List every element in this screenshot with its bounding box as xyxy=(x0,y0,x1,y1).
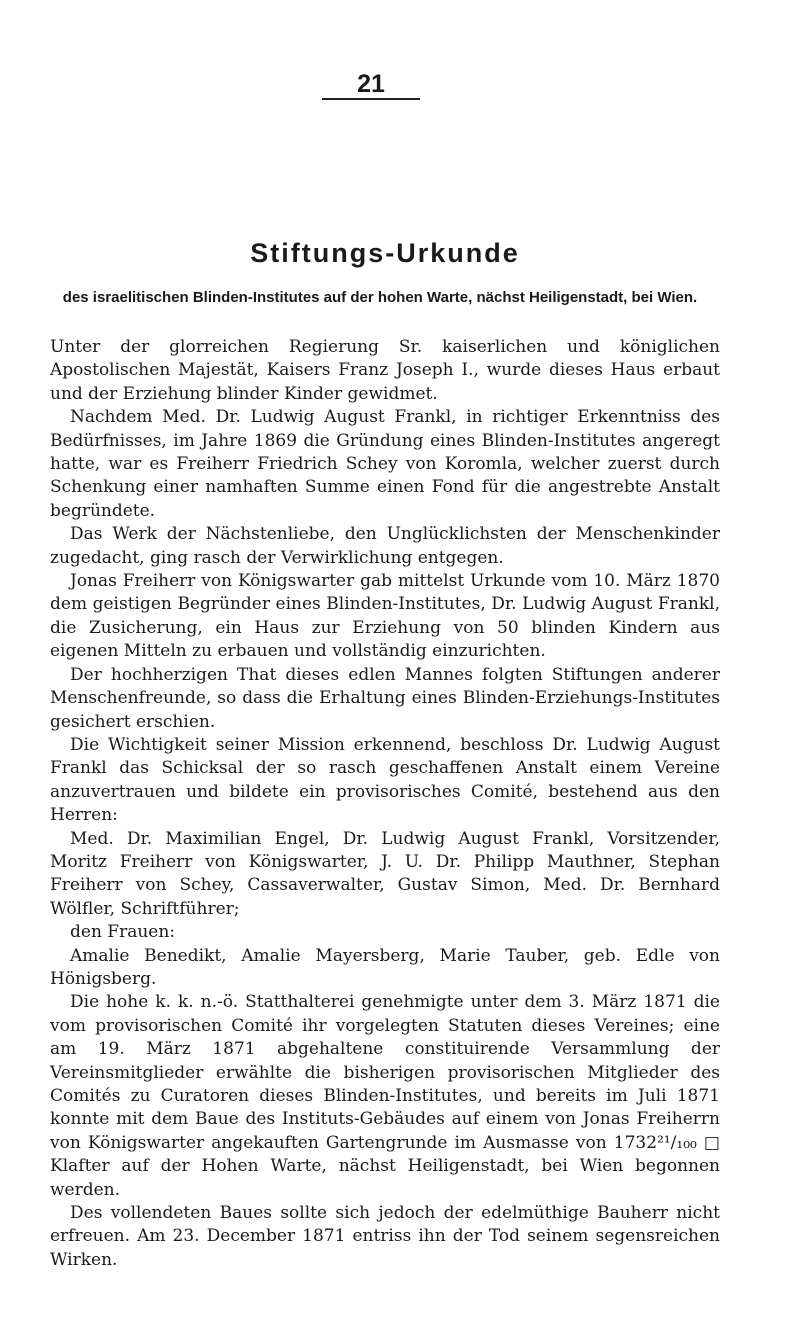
paragraph: Der hochherzigen That dieses edlen Mannes folgten Stiftungen anderer Menschenfreunde, so dass die Erhaltung eines Blinden-Erziehungs-Institutes gesichert erschien. xyxy=(50,664,720,732)
page-number-rule xyxy=(322,98,420,100)
paragraph-committee-men: Med. Dr. Maximilian Engel, Dr. Ludwig August Frankl, Vorsitzender, Moritz Freiherr von Königswarter, J. U. Dr. Philipp Mauthner, Stephan Freiherr von Schey, Cassaverwalter, Gustav Simon, Med. Dr. Bernhard Wölfler, Schriftführer; xyxy=(50,828,720,919)
paragraph: Jonas Freiherr von Königswarter gab mittelst Urkunde vom 10. März 1870 dem geistigen Begründer eines Blinden-Institutes, Dr. Ludwig August Frankl, die Zusicherung, ein Haus zur Erziehung von 50 blinden Kindern aus eigenen Mitteln zu erbauen und vollständig einzurichten. xyxy=(50,571,720,662)
paragraph-committee-women: Amalie Benedikt, Amalie Mayersberg, Marie Tauber, geb. Edle von Hönigsberg. xyxy=(50,945,720,989)
document-title: Stiftungs-Urkunde xyxy=(250,238,520,268)
paragraph: Das Werk der Nächstenliebe, den Unglücklichsten der Menschenkinder zugedacht, ging rasch der Verwirklichung entgegen. xyxy=(50,524,720,568)
paragraph: Die Wichtigkeit seiner Mission erkennend, beschloss Dr. Ludwig August Frankl das Schicksal der so rasch geschaffenen Anstalt einem Vereine anzuvertrauen und bildete ein provisorisches Comité, bestehend aus den Herren: xyxy=(50,734,720,826)
paragraph: Nachdem Med. Dr. Ludwig August Frankl, in richtiger Erkenntniss des Bedürfnisses, im Jahre 1869 die Gründung eines Blinden-Institutes angeregt hatte, war es Freiherr Friedrich Schey von Koromla, welcher zuerst durch Schenkung einer namhaften Summe einen Fond für die angestrebte Anstalt begründete. xyxy=(50,407,720,521)
paragraph: Des vollendeten Baues sollte sich jedoch der edelmüthige Bauherr nicht erfreuen. Am 23. December 1871 entriss ihn der Tod seinem segensreichen Wirken. xyxy=(50,1203,720,1270)
document-subtitle: des israelitischen Blinden-Institutes auf der hohen Warte, nächst Heiligenstadt, bei Wien. xyxy=(62,289,698,306)
paragraph-intro: Unter der glorreichen Regierung Sr. kaiserlichen und königlichen Apostolischen Majestät, Kaisers Franz Joseph I., wurde dieses Haus erbaut und der Erziehung blinder Kinder gewidmet. xyxy=(50,337,720,404)
page-number: 21 xyxy=(357,70,385,98)
paragraph-women-heading: den Frauen: xyxy=(70,922,176,943)
paragraph: Die hohe k. k. n.-ö. Statthalterei genehmigte unter dem 3. März 1871 die vom provisorischen Comité ihr vorgelegten Statuten dieses Vereines; eine am 19. März 1871 abgehaltene constituirende Versammlung der Vereinsmitglieder erwählte die bisherigen provisorischen Mitglieder des Comités zu Curatoren dieses Blinden-Institutes, und bereits im Juli 1871 konnte mit dem Baue des Instituts-Gebäudes auf einem von Jonas Freiherrn von Königswarter angekauften Gartengrunde im Ausmasse von 1732²¹/₁₀₀ □ Klafter auf der Hohen Warte, nächst Heiligenstadt, bei Wien begonnen werden. xyxy=(50,992,720,1200)
document-body xyxy=(50,336,720,1272)
